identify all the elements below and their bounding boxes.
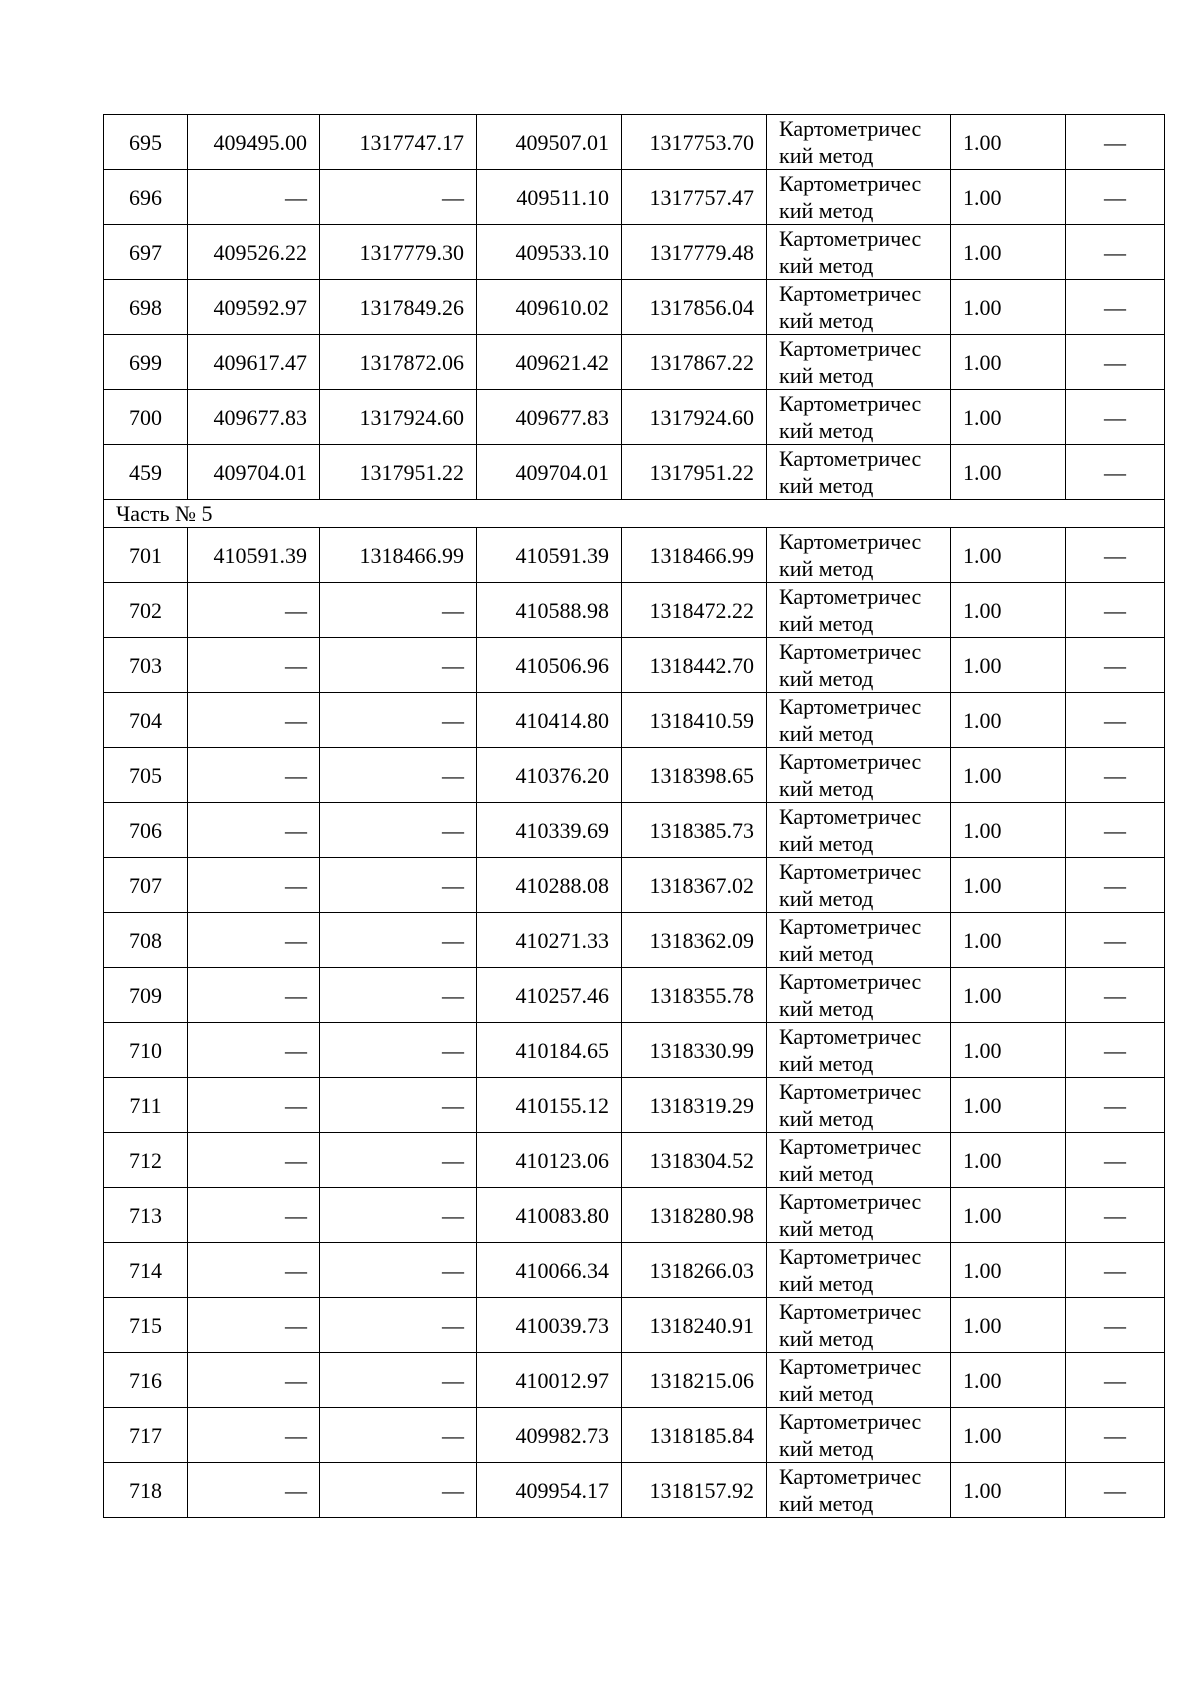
method-line-1: Картометричес <box>779 584 922 609</box>
table-row <box>104 390 1165 445</box>
new-x-cell: 410039.73 <box>477 1298 622 1353</box>
new-x-cell: 410083.80 <box>477 1188 622 1243</box>
point-number-cell: 695 <box>104 115 188 170</box>
method-line-1: Картометричес <box>779 1024 922 1049</box>
method-line-1: Картометричес <box>779 1409 922 1434</box>
new-x-cell: 410591.39 <box>477 528 622 583</box>
new-y-cell: 1318367.02 <box>622 858 767 913</box>
new-x-cell: 410288.08 <box>477 858 622 913</box>
table-row <box>104 225 1165 280</box>
table-row <box>104 335 1165 390</box>
note-cell: — <box>1066 170 1165 225</box>
point-number-cell: 716 <box>104 1353 188 1408</box>
old-y-cell: 1317779.30 <box>320 225 477 280</box>
note-cell: — <box>1066 748 1165 803</box>
method-cell <box>767 1353 951 1408</box>
table-row <box>104 803 1165 858</box>
old-y-cell: — <box>320 1408 477 1463</box>
point-number-cell: 698 <box>104 280 188 335</box>
table-row <box>104 583 1165 638</box>
point-number-cell: 713 <box>104 1188 188 1243</box>
new-y-cell: 1317867.22 <box>622 335 767 390</box>
new-x-cell: 409982.73 <box>477 1408 622 1463</box>
method-line-2: кий метод <box>779 1436 874 1461</box>
old-x-cell: 409526.22 <box>188 225 320 280</box>
point-number-cell: 712 <box>104 1133 188 1188</box>
method-line-1: Картометричес <box>779 1299 922 1324</box>
method-line-2: кий метод <box>779 1491 874 1516</box>
method-cell <box>767 803 951 858</box>
new-x-cell: 410184.65 <box>477 1023 622 1078</box>
accuracy-cell: 1.00 <box>951 803 1066 858</box>
method-line-2: кий метод <box>779 363 874 388</box>
accuracy-cell: 1.00 <box>951 913 1066 968</box>
point-number-cell: 697 <box>104 225 188 280</box>
old-x-cell: 409617.47 <box>188 335 320 390</box>
point-number-cell: 706 <box>104 803 188 858</box>
new-x-cell: 409954.17 <box>477 1463 622 1518</box>
old-y-cell: — <box>320 748 477 803</box>
old-x-cell: — <box>188 1188 320 1243</box>
point-number-cell: 705 <box>104 748 188 803</box>
new-x-cell: 410588.98 <box>477 583 622 638</box>
new-y-cell: 1318330.99 <box>622 1023 767 1078</box>
table-row <box>104 280 1165 335</box>
table-row <box>104 1023 1165 1078</box>
new-y-cell: 1318304.52 <box>622 1133 767 1188</box>
note-cell: — <box>1066 1188 1165 1243</box>
note-cell: — <box>1066 693 1165 748</box>
old-y-cell: — <box>320 1188 477 1243</box>
old-y-cell: 1317951.22 <box>320 445 477 500</box>
note-cell: — <box>1066 1463 1165 1518</box>
old-y-cell: — <box>320 693 477 748</box>
new-y-cell: 1317757.47 <box>622 170 767 225</box>
old-y-cell: — <box>320 1463 477 1518</box>
old-x-cell: — <box>188 1353 320 1408</box>
old-y-cell: — <box>320 1133 477 1188</box>
method-line-1: Картометричес <box>779 1354 922 1379</box>
accuracy-cell: 1.00 <box>951 335 1066 390</box>
new-y-cell: 1317951.22 <box>622 445 767 500</box>
old-y-cell: 1317849.26 <box>320 280 477 335</box>
new-y-cell: 1318280.98 <box>622 1188 767 1243</box>
method-line-1: Картометричес <box>779 1134 922 1159</box>
new-x-cell: 410155.12 <box>477 1078 622 1133</box>
new-y-cell: 1317856.04 <box>622 280 767 335</box>
method-line-2: кий метод <box>779 1051 874 1076</box>
old-x-cell: — <box>188 170 320 225</box>
new-y-cell: 1318185.84 <box>622 1408 767 1463</box>
method-cell <box>767 1408 951 1463</box>
method-line-2: кий метод <box>779 143 874 168</box>
old-y-cell: — <box>320 1023 477 1078</box>
accuracy-cell: 1.00 <box>951 390 1066 445</box>
new-x-cell: 409507.01 <box>477 115 622 170</box>
method-line-2: кий метод <box>779 556 874 581</box>
method-line-2: кий метод <box>779 1106 874 1131</box>
new-x-cell: 410123.06 <box>477 1133 622 1188</box>
old-x-cell: — <box>188 858 320 913</box>
old-x-cell: 409704.01 <box>188 445 320 500</box>
accuracy-cell: 1.00 <box>951 170 1066 225</box>
new-y-cell: 1318319.29 <box>622 1078 767 1133</box>
table-row <box>104 1463 1165 1518</box>
old-x-cell: — <box>188 1023 320 1078</box>
method-line-1: Картометричес <box>779 749 922 774</box>
table-row <box>104 638 1165 693</box>
new-x-cell: 409533.10 <box>477 225 622 280</box>
table-row <box>104 748 1165 803</box>
old-x-cell: 410591.39 <box>188 528 320 583</box>
old-x-cell: — <box>188 1243 320 1298</box>
old-y-cell: — <box>320 913 477 968</box>
method-cell <box>767 1188 951 1243</box>
old-y-cell: — <box>320 638 477 693</box>
method-cell <box>767 445 951 500</box>
point-number-cell: 715 <box>104 1298 188 1353</box>
method-line-2: кий метод <box>779 776 874 801</box>
note-cell: — <box>1066 913 1165 968</box>
old-x-cell: — <box>188 1133 320 1188</box>
table-row <box>104 1188 1165 1243</box>
note-cell: — <box>1066 115 1165 170</box>
method-line-1: Картометричес <box>779 391 922 416</box>
point-number-cell: 701 <box>104 528 188 583</box>
method-line-1: Картометричес <box>779 914 922 939</box>
method-line-2: кий метод <box>779 1326 874 1351</box>
accuracy-cell: 1.00 <box>951 748 1066 803</box>
old-y-cell: — <box>320 968 477 1023</box>
table-row <box>104 1298 1165 1353</box>
method-cell <box>767 693 951 748</box>
point-number-cell: 709 <box>104 968 188 1023</box>
old-x-cell: — <box>188 968 320 1023</box>
method-line-2: кий метод <box>779 666 874 691</box>
accuracy-cell: 1.00 <box>951 1353 1066 1408</box>
table-row <box>104 445 1165 500</box>
accuracy-cell: 1.00 <box>951 1408 1066 1463</box>
table-body-part-4 <box>104 115 1165 500</box>
note-cell: — <box>1066 390 1165 445</box>
point-number-cell: 696 <box>104 170 188 225</box>
note-cell: — <box>1066 858 1165 913</box>
method-line-1: Картометричес <box>779 694 922 719</box>
point-number-cell: 459 <box>104 445 188 500</box>
accuracy-cell: 1.00 <box>951 583 1066 638</box>
old-x-cell: — <box>188 693 320 748</box>
method-cell <box>767 748 951 803</box>
method-line-1: Картометричес <box>779 639 922 664</box>
point-number-cell: 699 <box>104 335 188 390</box>
point-number-cell: 711 <box>104 1078 188 1133</box>
table-row <box>104 1243 1165 1298</box>
table-body-part-5 <box>104 528 1165 1518</box>
method-cell <box>767 1078 951 1133</box>
method-line-2: кий метод <box>779 941 874 966</box>
new-x-cell: 409610.02 <box>477 280 622 335</box>
new-y-cell: 1318398.65 <box>622 748 767 803</box>
method-cell <box>767 1463 951 1518</box>
note-cell: — <box>1066 1243 1165 1298</box>
method-line-1: Картометричес <box>779 1189 922 1214</box>
method-line-2: кий метод <box>779 198 874 223</box>
method-line-2: кий метод <box>779 721 874 746</box>
old-x-cell: — <box>188 913 320 968</box>
old-x-cell: 409495.00 <box>188 115 320 170</box>
accuracy-cell: 1.00 <box>951 1463 1066 1518</box>
new-x-cell: 409621.42 <box>477 335 622 390</box>
method-line-1: Картометричес <box>779 1079 922 1104</box>
old-x-cell: 409677.83 <box>188 390 320 445</box>
new-x-cell: 410271.33 <box>477 913 622 968</box>
method-cell <box>767 858 951 913</box>
accuracy-cell: 1.00 <box>951 225 1066 280</box>
note-cell: — <box>1066 583 1165 638</box>
method-line-1: Картометричес <box>779 1244 922 1269</box>
new-x-cell: 410339.69 <box>477 803 622 858</box>
note-cell: — <box>1066 638 1165 693</box>
point-number-cell: 704 <box>104 693 188 748</box>
method-line-2: кий метод <box>779 996 874 1021</box>
note-cell: — <box>1066 1298 1165 1353</box>
method-cell <box>767 1298 951 1353</box>
new-x-cell: 409677.83 <box>477 390 622 445</box>
method-line-2: кий метод <box>779 886 874 911</box>
note-cell: — <box>1066 335 1165 390</box>
accuracy-cell: 1.00 <box>951 445 1066 500</box>
table-row <box>104 1133 1165 1188</box>
new-y-cell: 1318410.59 <box>622 693 767 748</box>
old-x-cell: — <box>188 1463 320 1518</box>
point-number-cell: 707 <box>104 858 188 913</box>
new-y-cell: 1318355.78 <box>622 968 767 1023</box>
method-line-2: кий метод <box>779 418 874 443</box>
method-cell <box>767 913 951 968</box>
method-line-2: кий метод <box>779 611 874 636</box>
table-row <box>104 693 1165 748</box>
method-line-2: кий метод <box>779 831 874 856</box>
point-number-cell: 718 <box>104 1463 188 1518</box>
point-number-cell: 703 <box>104 638 188 693</box>
method-cell <box>767 528 951 583</box>
method-line-2: кий метод <box>779 1271 874 1296</box>
new-x-cell: 410376.20 <box>477 748 622 803</box>
method-cell <box>767 1023 951 1078</box>
note-cell: — <box>1066 1133 1165 1188</box>
new-y-cell: 1317924.60 <box>622 390 767 445</box>
method-line-1: Картометричес <box>779 804 922 829</box>
note-cell: — <box>1066 225 1165 280</box>
method-cell <box>767 968 951 1023</box>
note-cell: — <box>1066 1078 1165 1133</box>
method-cell <box>767 1133 951 1188</box>
new-x-cell: 410012.97 <box>477 1353 622 1408</box>
accuracy-cell: 1.00 <box>951 528 1066 583</box>
method-cell <box>767 115 951 170</box>
method-line-1: Картометричес <box>779 1464 922 1489</box>
coordinates-table <box>103 114 1165 1518</box>
note-cell: — <box>1066 1023 1165 1078</box>
table-row <box>104 1408 1165 1463</box>
method-line-1: Картометричес <box>779 529 922 554</box>
new-y-cell: 1318442.70 <box>622 638 767 693</box>
new-y-cell: 1318266.03 <box>622 1243 767 1298</box>
table-row <box>104 170 1165 225</box>
section-label: Часть № 5 <box>104 500 1165 528</box>
new-y-cell: 1318362.09 <box>622 913 767 968</box>
new-x-cell: 410506.96 <box>477 638 622 693</box>
old-x-cell: — <box>188 583 320 638</box>
method-line-1: Картометричес <box>779 226 922 251</box>
new-y-cell: 1318240.91 <box>622 1298 767 1353</box>
method-line-1: Картометричес <box>779 281 922 306</box>
new-y-cell: 1318385.73 <box>622 803 767 858</box>
table-row <box>104 968 1165 1023</box>
method-line-1: Картометричес <box>779 446 922 471</box>
note-cell: — <box>1066 803 1165 858</box>
old-y-cell: 1318466.99 <box>320 528 477 583</box>
method-cell <box>767 583 951 638</box>
method-line-2: кий метод <box>779 253 874 278</box>
accuracy-cell: 1.00 <box>951 968 1066 1023</box>
method-cell <box>767 170 951 225</box>
new-x-cell: 410257.46 <box>477 968 622 1023</box>
method-cell <box>767 390 951 445</box>
method-cell <box>767 280 951 335</box>
old-y-cell: — <box>320 1298 477 1353</box>
new-y-cell: 1318472.22 <box>622 583 767 638</box>
old-y-cell: — <box>320 170 477 225</box>
point-number-cell: 710 <box>104 1023 188 1078</box>
accuracy-cell: 1.00 <box>951 1078 1066 1133</box>
old-x-cell: 409592.97 <box>188 280 320 335</box>
method-line-1: Картометричес <box>779 171 922 196</box>
method-cell <box>767 225 951 280</box>
table-row <box>104 1353 1165 1408</box>
accuracy-cell: 1.00 <box>951 1023 1066 1078</box>
note-cell: — <box>1066 1408 1165 1463</box>
method-line-1: Картометричес <box>779 336 922 361</box>
method-line-1: Картометричес <box>779 969 922 994</box>
accuracy-cell: 1.00 <box>951 858 1066 913</box>
method-line-2: кий метод <box>779 1216 874 1241</box>
old-y-cell: — <box>320 803 477 858</box>
table-row <box>104 913 1165 968</box>
method-cell <box>767 1243 951 1298</box>
old-y-cell: 1317924.60 <box>320 390 477 445</box>
old-y-cell: — <box>320 1353 477 1408</box>
accuracy-cell: 1.00 <box>951 1188 1066 1243</box>
new-x-cell: 409511.10 <box>477 170 622 225</box>
old-y-cell: — <box>320 583 477 638</box>
note-cell: — <box>1066 280 1165 335</box>
old-y-cell: — <box>320 858 477 913</box>
accuracy-cell: 1.00 <box>951 1243 1066 1298</box>
method-line-1: Картометричес <box>779 116 922 141</box>
section-header <box>104 500 1165 528</box>
point-number-cell: 708 <box>104 913 188 968</box>
accuracy-cell: 1.00 <box>951 115 1066 170</box>
accuracy-cell: 1.00 <box>951 280 1066 335</box>
point-number-cell: 702 <box>104 583 188 638</box>
accuracy-cell: 1.00 <box>951 1133 1066 1188</box>
new-x-cell: 410066.34 <box>477 1243 622 1298</box>
old-y-cell: — <box>320 1078 477 1133</box>
new-y-cell: 1318466.99 <box>622 528 767 583</box>
old-x-cell: — <box>188 1408 320 1463</box>
note-cell: — <box>1066 1353 1165 1408</box>
point-number-cell: 714 <box>104 1243 188 1298</box>
note-cell: — <box>1066 968 1165 1023</box>
note-cell: — <box>1066 445 1165 500</box>
method-line-2: кий метод <box>779 1381 874 1406</box>
new-x-cell: 410414.80 <box>477 693 622 748</box>
method-cell <box>767 335 951 390</box>
old-x-cell: — <box>188 748 320 803</box>
method-line-2: кий метод <box>779 473 874 498</box>
accuracy-cell: 1.00 <box>951 638 1066 693</box>
old-y-cell: — <box>320 1243 477 1298</box>
method-line-2: кий метод <box>779 1161 874 1186</box>
new-y-cell: 1318215.06 <box>622 1353 767 1408</box>
table-row <box>104 115 1165 170</box>
old-y-cell: 1317872.06 <box>320 335 477 390</box>
old-x-cell: — <box>188 1298 320 1353</box>
point-number-cell: 700 <box>104 390 188 445</box>
new-y-cell: 1317753.70 <box>622 115 767 170</box>
new-y-cell: 1317779.48 <box>622 225 767 280</box>
method-line-1: Картометричес <box>779 859 922 884</box>
method-cell <box>767 638 951 693</box>
point-number-cell: 717 <box>104 1408 188 1463</box>
accuracy-cell: 1.00 <box>951 1298 1066 1353</box>
note-cell: — <box>1066 528 1165 583</box>
old-x-cell: — <box>188 1078 320 1133</box>
new-y-cell: 1318157.92 <box>622 1463 767 1518</box>
section-row <box>104 500 1165 528</box>
old-x-cell: — <box>188 638 320 693</box>
table-row <box>104 1078 1165 1133</box>
old-x-cell: — <box>188 803 320 858</box>
method-line-2: кий метод <box>779 308 874 333</box>
new-x-cell: 409704.01 <box>477 445 622 500</box>
table-row <box>104 528 1165 583</box>
table-row <box>104 858 1165 913</box>
old-y-cell: 1317747.17 <box>320 115 477 170</box>
accuracy-cell: 1.00 <box>951 693 1066 748</box>
